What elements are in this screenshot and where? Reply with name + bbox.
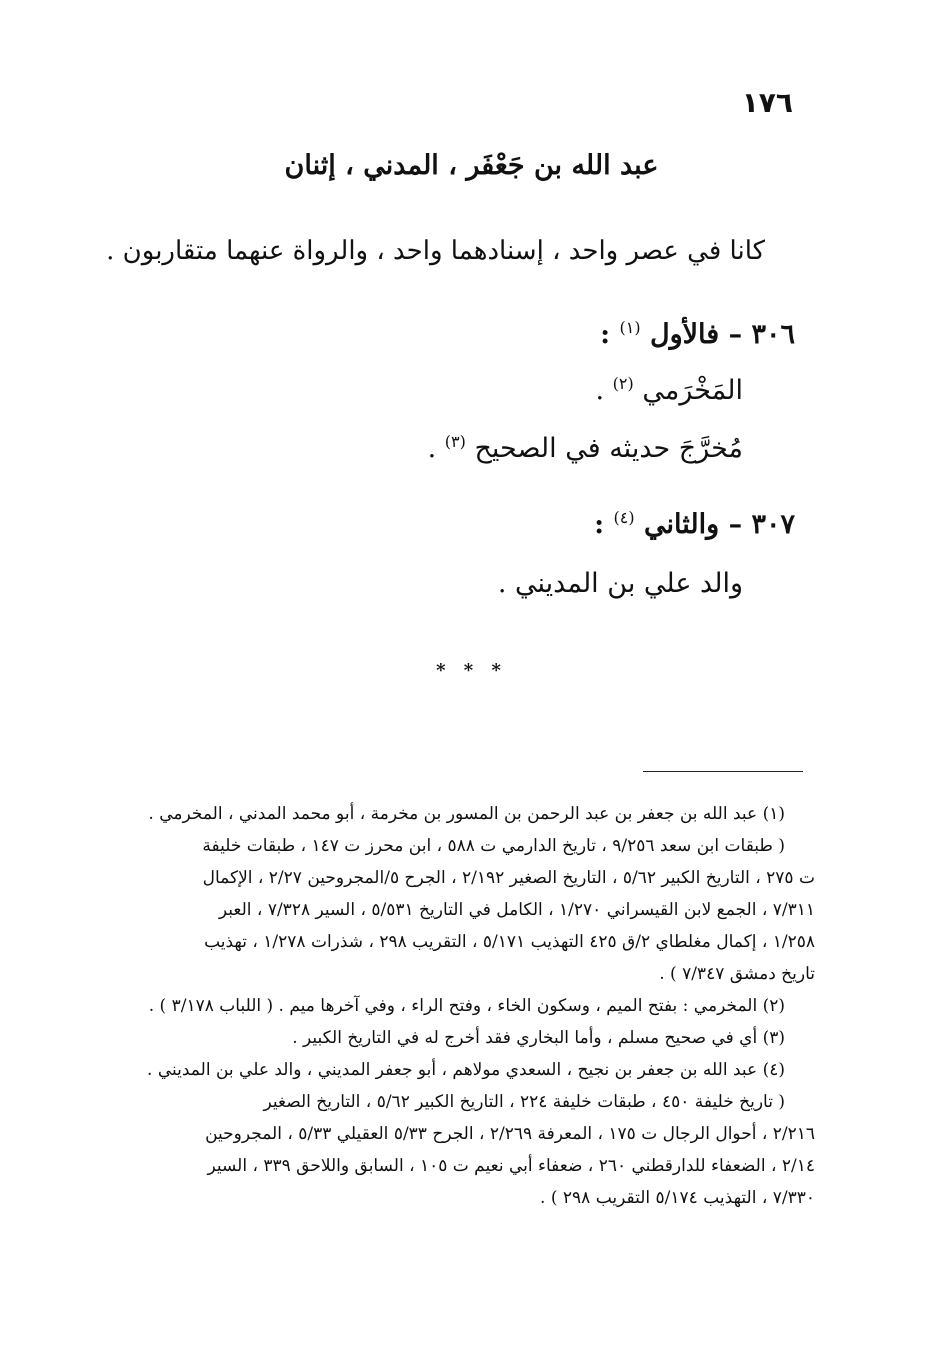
- footnote-line: ٧/٣٣٠ ، التهذيب ٥/١٧٤ التقريب ٢٩٨ ) .: [540, 1188, 815, 1208]
- footnote-3: [130, 1022, 815, 1054]
- entry-heading-307: [594, 508, 795, 540]
- entry-line: [428, 432, 743, 464]
- footnote-2: [130, 990, 815, 1022]
- footnote-line: ٢/١٤ ، الضعفاء للدارقطني ٢٦٠ ، ضعفاء أبي نعيم ت ١٠٥ ، السابق واللاحق ٣٣٩ ، السير: [207, 1156, 815, 1176]
- entry-label: – والثاني: [644, 509, 743, 540]
- footnote-1: [130, 798, 815, 990]
- footnote-4: [130, 1054, 815, 1214]
- entry-number: ٣٠٧: [751, 509, 795, 540]
- entry-colon: :: [594, 509, 605, 540]
- footnote-ref: (٢): [612, 374, 634, 393]
- footnote-rule: [643, 771, 803, 772]
- entry-line: [498, 568, 743, 599]
- entry-line-text: والد علي بن المديني .: [497, 568, 743, 599]
- footnote-line: ٢/٢١٦ ، أحوال الرجال ت ١٧٥ ، المعرفة ٢/٢٦٩ ، الجرح ٥/٣٣ العقيلي ٥/٣٣ ، المجروحين: [205, 1124, 815, 1144]
- entry-line-end: .: [595, 375, 605, 406]
- footnote-ref: (٣): [444, 432, 466, 451]
- intro-text: كانا في عصر واحد ، إسنادهما واحد ، والرواة عنهما متقاربون .: [106, 236, 765, 266]
- footnote-first-line: (١) عبد الله بن جعفر بن عبد الرحمن بن المسور بن مخرمة ، أبو محمد المدني ، المخرمي .: [148, 804, 785, 824]
- entry-line-text: المَخْرَمي: [642, 375, 743, 406]
- footnote-first-line: (٢) المخرمي : بفتح الميم ، وسكون الخاء ، وفتح الراء ، وفي آخرها ميم . ( اللباب ٣/١٧٨ ) .: [148, 996, 785, 1016]
- footnote-first-line: (٤) عبد الله بن جعفر بن نجيح ، السعدي مولاهم ، أبو جعفر المديني ، والد علي بن المديني .: [147, 1060, 785, 1080]
- section-separator: * * *: [436, 660, 507, 681]
- entry-colon: :: [600, 319, 611, 350]
- page-number: ١٧٦: [741, 86, 793, 119]
- footnote-ref: (٤): [613, 508, 635, 527]
- footnote-line: ١/٢٥٨ ، إكمال مغلطاي ٢/ق ٤٢٥ التهذيب ٥/١٧١ ، التقريب ٢٩٨ ، شذرات ١/٢٧٨ ، تهذيب: [204, 932, 815, 952]
- footnotes: [130, 798, 815, 1214]
- footnote-line: تاريخ دمشق ٧/٣٤٧ ) .: [659, 964, 815, 984]
- footnote-line: ٧/٣١١ ، الجمع لابن القيسراني ١/٢٧٠ ، الكامل في التاريخ ٥/٥٣١ ، السير ٧/٣٢٨ ، العبر: [218, 900, 815, 920]
- entry-number: ٣٠٦: [751, 319, 795, 350]
- footnote-line: ت ٢٧٥ ، التاريخ الكبير ٥/٦٢ ، التاريخ الصغير ٢/١٩٢ ، الجرح ٥/المجروحين ٢/٢٧ ، الإكمال: [202, 868, 815, 888]
- entry-line: [595, 374, 743, 406]
- footnote-line: ( طبقات ابن سعد ٩/٢٥٦ ، تاريخ الدارمي ت ٥٨٨ ، ابن محرز ت ١٤٧ ، طبقات خليفة: [202, 836, 785, 856]
- chapter-title: عبد الله بن جَعْفَر ، المدني ، إثنان: [284, 150, 659, 181]
- entry-line-text: مُخرَّجَ حديثه في الصحيح: [474, 433, 743, 464]
- footnote-ref: (١): [619, 318, 641, 337]
- footnote-line: ( تاريخ خليفة ٤٥٠ ، طبقات خليفة ٢٢٤ ، التاريخ الكبير ٥/٦٢ ، التاريخ الصغير: [263, 1092, 785, 1112]
- entry-heading-306: [600, 318, 795, 350]
- footnote-first-line: (٣) أي في صحيح مسلم ، وأما البخاري فقد أخرج له في التاريخ الكبير .: [292, 1028, 785, 1048]
- entry-line-end: .: [427, 433, 437, 464]
- entry-label: – فالأول: [649, 319, 743, 350]
